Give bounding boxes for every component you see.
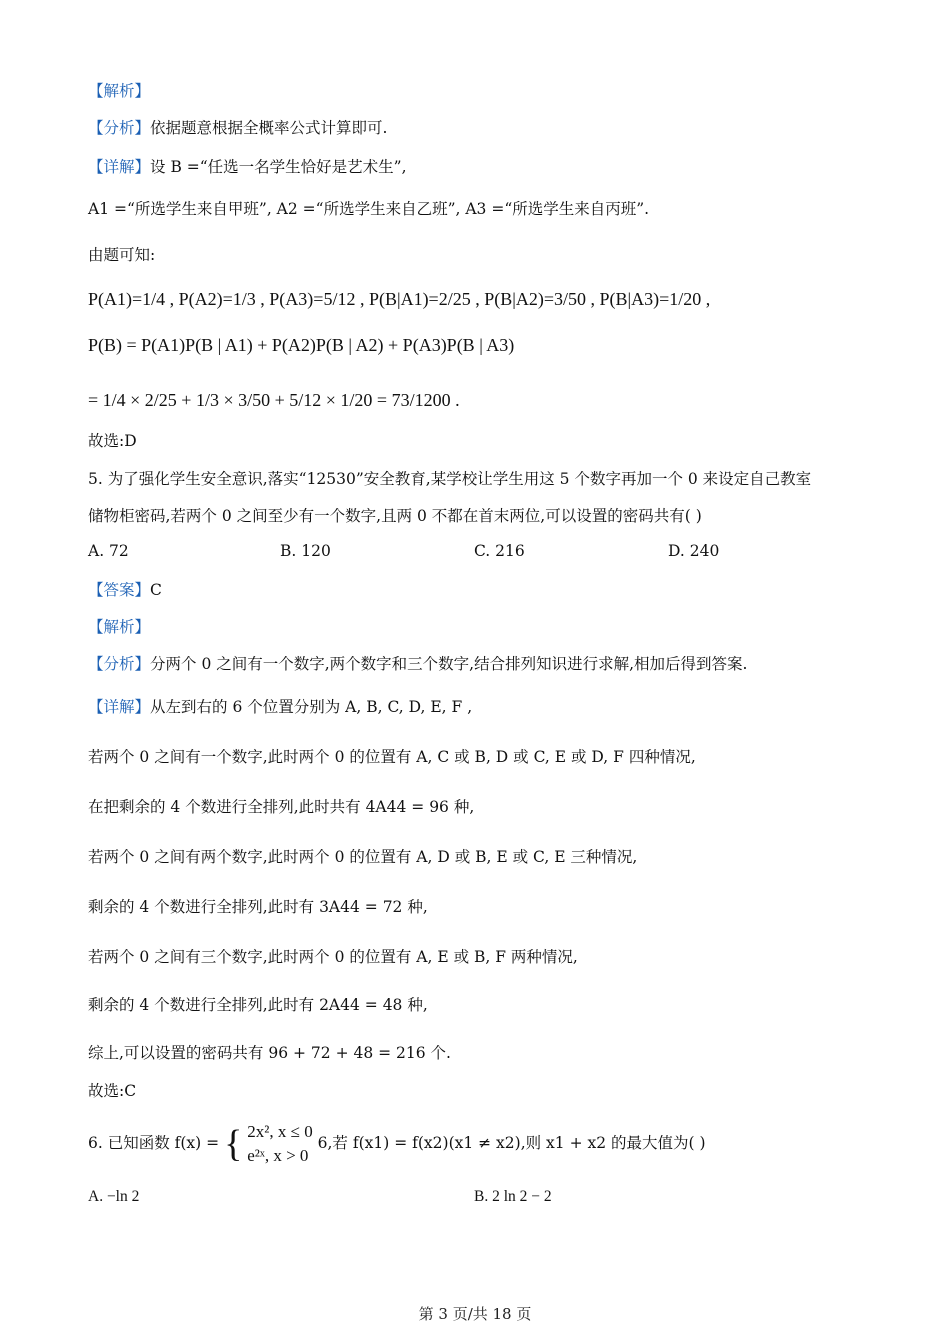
page-footer: 第 3 页/共 18 页 bbox=[418, 1305, 532, 1323]
q5-stem-line2: 储物柜密码,若两个 0 之间至少有一个数字,且两 0 不都在首末两位,可以设置的密码共有( ) bbox=[88, 507, 702, 525]
q5-case2-count: 剩余的 4 个数进行全排列,此时有 3A44 = 72 种, bbox=[88, 898, 428, 916]
q5-xiangjie: 【详解】从左到右的 6 个位置分别为 A, B, C, D, E, F , bbox=[88, 698, 473, 716]
q4-probabilities: P(A1)=1/4 , P(A2)=1/3 , P(A3)=5/12 , P(B|A1)=2/25 , P(B|A2)=3/50 , P(B|A3)=1/20 , bbox=[88, 289, 711, 309]
q4-xiangjie: 【详解】设 B =“任选一名学生恰好是艺术生”, bbox=[88, 158, 407, 176]
q5-case1: 若两个 0 之间有一个数字,此时两个 0 的位置有 A, C 或 B, D 或 C, E 或 D, F 四种情况, bbox=[88, 748, 696, 766]
q4-answer: 故选:D bbox=[88, 432, 137, 450]
q6-stem: 6. 已知函数 f(x) = { 2x², x ≤ 0 e²ˣ, x > 0 6,若 f(x1) = f(x2)(x1 ≠ x2),则 x1 + x2 的最大值为( ) bbox=[88, 1115, 890, 1171]
q4-jiexi-label: 【解析】 bbox=[88, 82, 151, 100]
q5-fenxi: 【分析】分两个 0 之间有一个数字,两个数字和三个数字,结合排列知识进行求解,相加后得到答案. bbox=[88, 655, 748, 673]
q5-jiexi-label: 【解析】 bbox=[88, 618, 151, 636]
q4-known: 由题可知: bbox=[88, 246, 156, 264]
q5-case3: 若两个 0 之间有三个数字,此时两个 0 的位置有 A, E 或 B, F 两种情况, bbox=[88, 948, 578, 966]
piecewise-cases bbox=[247, 1120, 312, 1168]
left-brace-icon: { bbox=[224, 1123, 243, 1165]
q5-answer-key: 【答案】C bbox=[88, 581, 162, 599]
q5-option-a: A. 72 bbox=[88, 542, 129, 560]
q6-option-b: B. 2 ln 2 − 2 bbox=[474, 1188, 552, 1205]
case-bottom: e²ˣ, x > 0 bbox=[247, 1146, 309, 1165]
q4-events-line: A1 =“所选学生来自甲班”, A2 =“所选学生来自乙班”, A3 =“所选学生来自丙班”. bbox=[88, 200, 650, 218]
q4-result: = 1/4 × 2/25 + 1/3 × 3/50 + 5/12 × 1/20 = 73/1200 . bbox=[88, 390, 460, 410]
q5-option-c: C. 216 bbox=[474, 542, 525, 560]
q5-answer: 故选:C bbox=[88, 1082, 137, 1100]
case-top: 2x², x ≤ 0 bbox=[247, 1122, 313, 1141]
q5-case2: 若两个 0 之间有两个数字,此时两个 0 的位置有 A, D 或 B, E 或 C, E 三种情况, bbox=[88, 848, 638, 866]
q4-total-probability: P(B) = P(A1)P(B | A1) + P(A2)P(B | A2) + P(A3)P(B | A3) bbox=[88, 335, 515, 355]
q5-case1-count: 在把剩余的 4 个数进行全排列,此时共有 4A44 = 96 种, bbox=[88, 798, 475, 816]
q6-option-a: A. −ln 2 bbox=[88, 1188, 140, 1205]
q5-option-d: D. 240 bbox=[668, 542, 720, 560]
q4-fenxi: 【分析】依据题意根据全概率公式计算即可. bbox=[88, 119, 388, 137]
q5-stem-line1: 5. 为了强化学生安全意识,落实“12530”安全教育,某学校让学生用这 5 个数字再加一个 0 来设定自己教室 bbox=[88, 470, 812, 488]
q5-option-b: B. 120 bbox=[280, 542, 331, 560]
q5-case3-count: 剩余的 4 个数进行全排列,此时有 2A44 = 48 种, bbox=[88, 996, 428, 1014]
q5-summary: 综上,可以设置的密码共有 96 + 72 + 48 = 216 个. bbox=[88, 1044, 451, 1062]
